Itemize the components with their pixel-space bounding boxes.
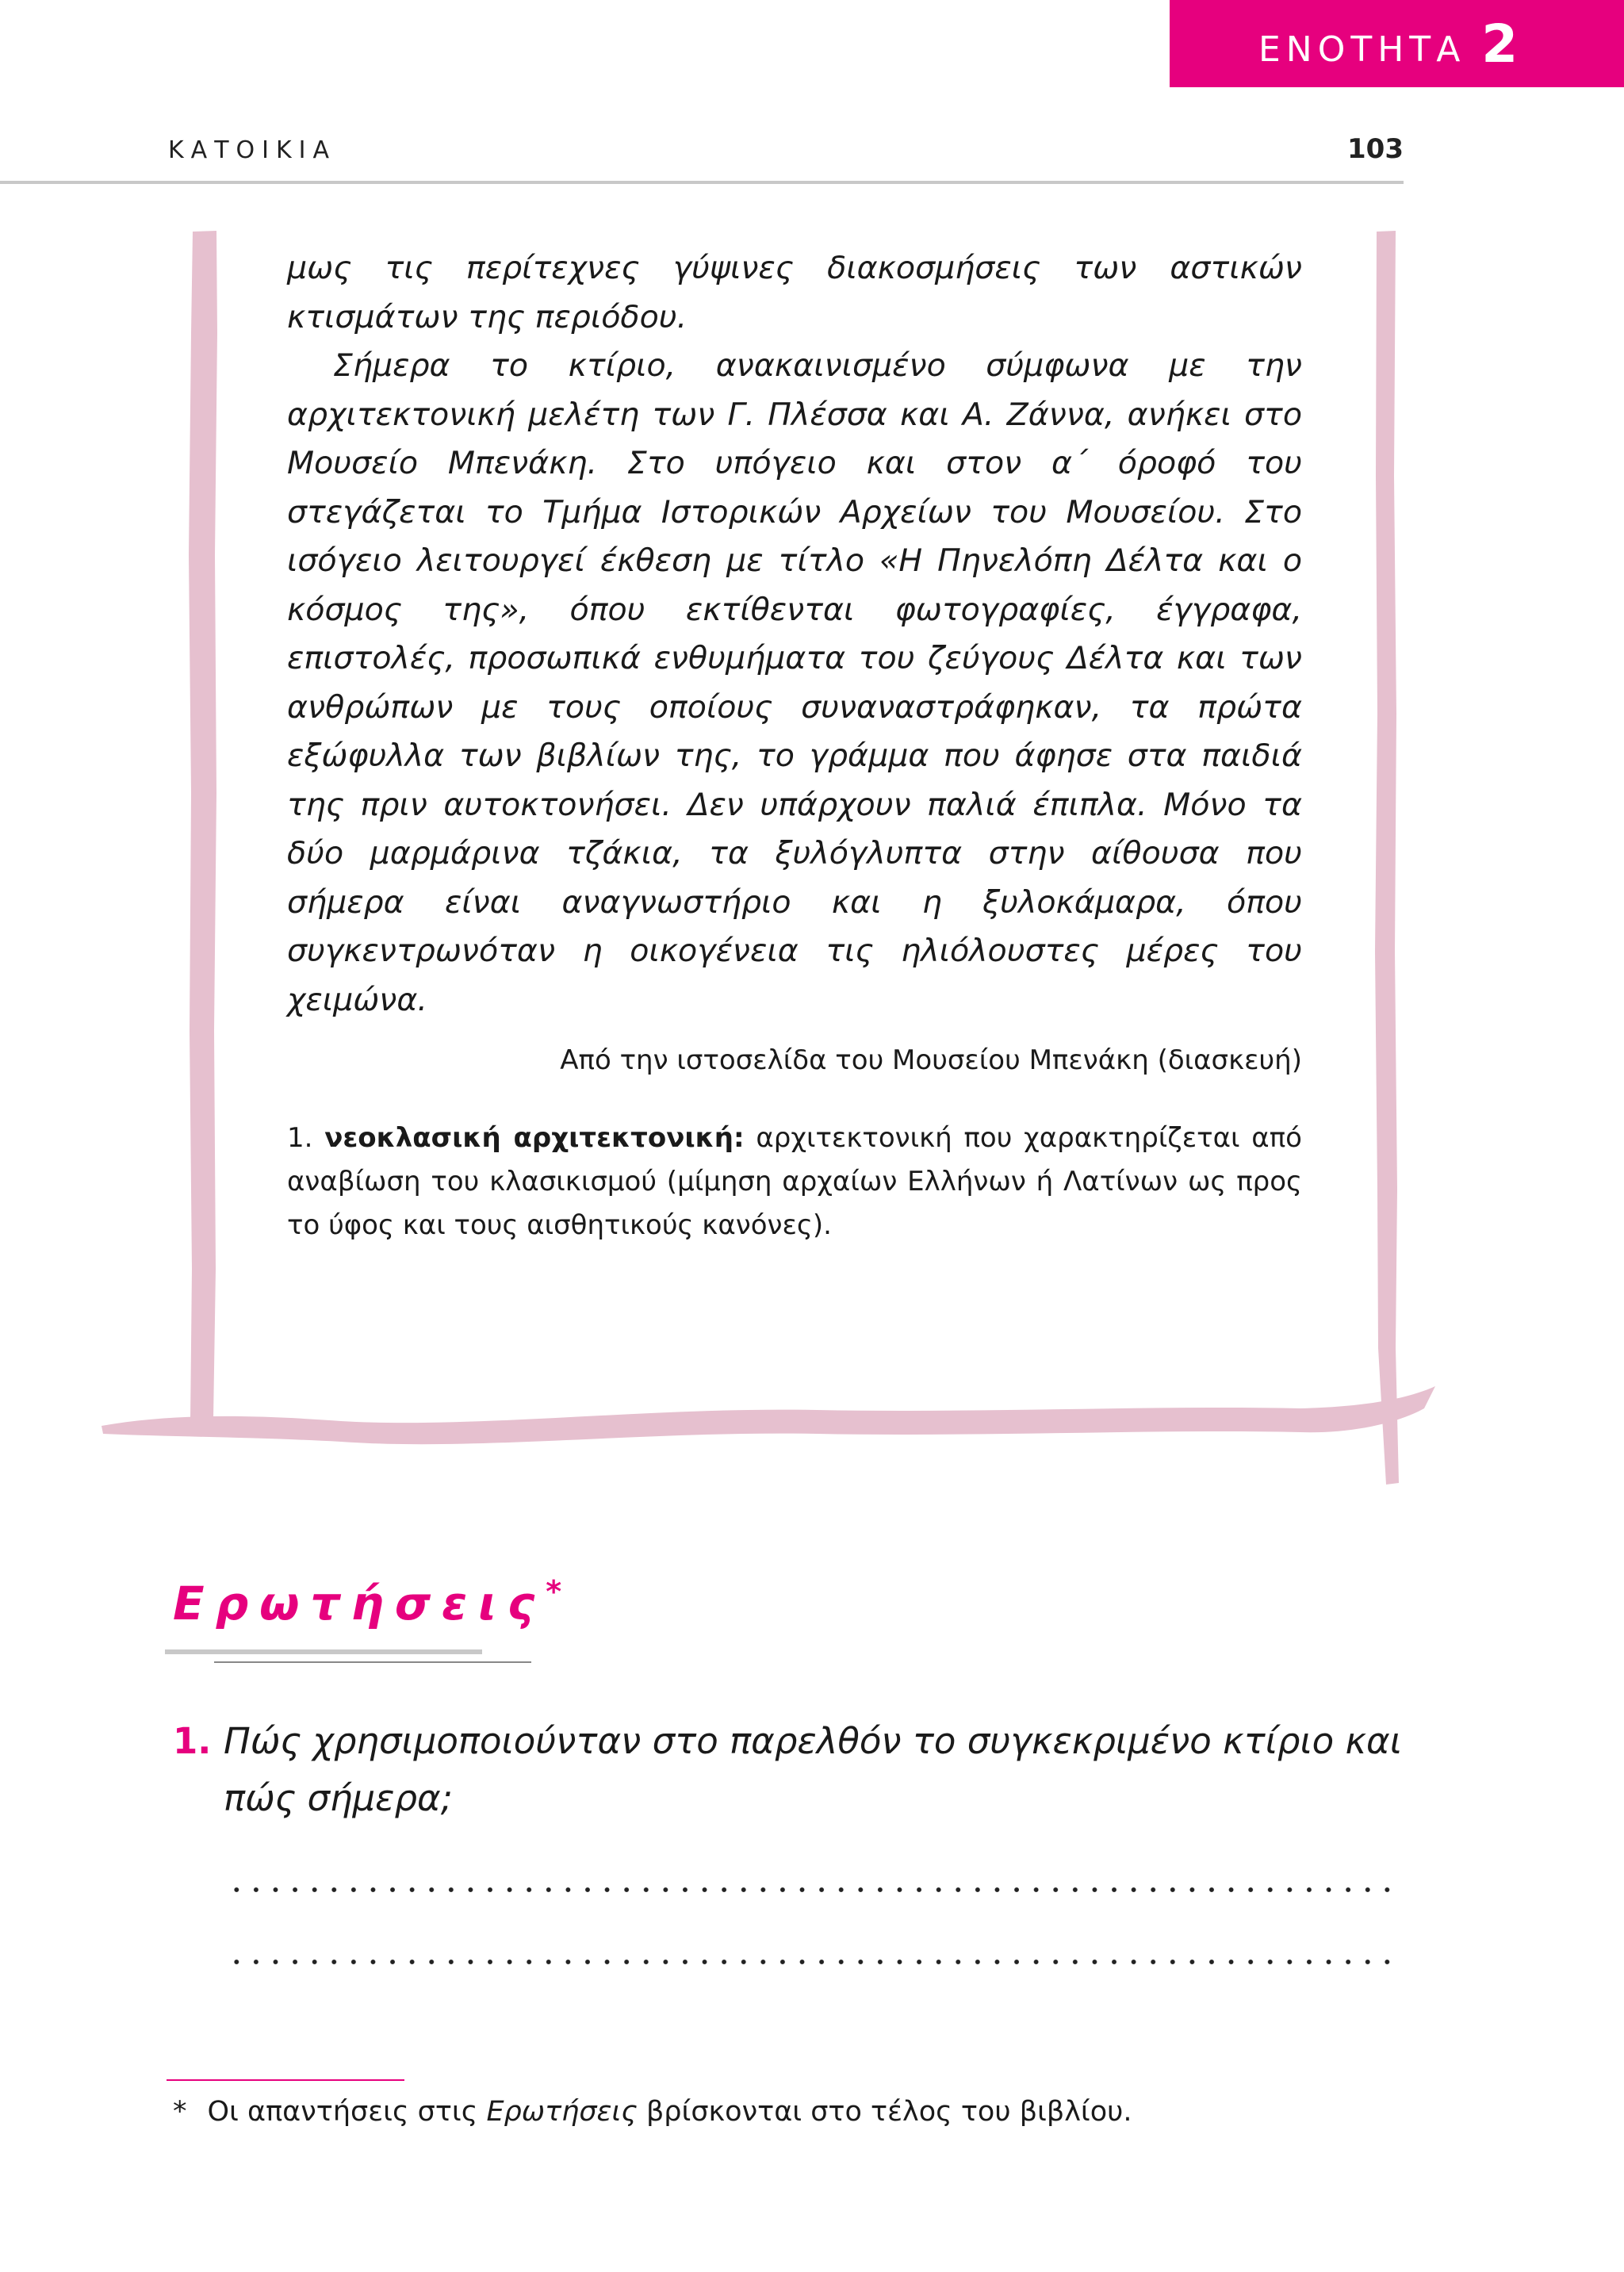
- footnote-rule: [167, 2079, 404, 2081]
- source-citation: Από την ιστοσελίδα του Μουσείου Μπενάκη (διασκευή): [560, 1044, 1302, 1076]
- footnote-definition: αρχιτεκτονική που χαρακτηρίζεται από αναβίωση του κλασικισμού (μίμηση αρχαίων Ελλήνων ή Λατίνων ως προς το ύφος και τους αισθητικούς κανόνες).: [287, 1122, 1302, 1241]
- heading-underline-thin: [214, 1661, 531, 1663]
- footnote-number: 1.: [287, 1122, 313, 1154]
- glossary-footnote: [287, 1117, 1302, 1247]
- answer-line[interactable]: [227, 1959, 1400, 1965]
- questions-heading: [173, 1574, 561, 1630]
- frame-right-stroke: [1375, 231, 1399, 1485]
- footnote-text-italic: Ερωτήσεις: [486, 2096, 638, 2128]
- running-head: ΚΑΤΟΙΚΙΑ: [168, 136, 337, 164]
- excerpt-paragraph: μως τις περίτεχνες γύψινες διακοσμήσεις των αστικών κτισμάτων της περιόδου.: [287, 250, 1302, 335]
- unit-number: 2: [1481, 13, 1519, 75]
- footnote-marker: *: [173, 2096, 187, 2128]
- question-number: 1.: [173, 1720, 212, 1762]
- page-number: 103: [1347, 133, 1404, 165]
- frame-bottom-stroke: [102, 1386, 1435, 1444]
- frame-left-stroke: [189, 231, 217, 1421]
- excerpt-text: [287, 244, 1302, 1247]
- excerpt-paragraph: Σήμερα το κτίριο, ανακαινισμένο σύμφωνα με την αρχιτεκτονική μελέτη των Γ. Πλέσσα και Α. Ζάννα, ανήκει στο Μουσείο Μπενάκη. Στο υπόγειο και στον α΄ όροφό του στεγάζεται το Τμήμα Ιστορικών Αρχείων του Μουσείου. Στο ισόγειο λειτουργεί έκθεση με τίτλο «Η Πηνελόπη Δέλτα και ο κόσμος της», όπου εκτίθενται φωτογραφίες, έγγραφα, επιστολές, προσωπικά ενθυμήματα του ζεύγους Δέλτα και των ανθρώπων με τους οποίους συναναστράφηκαν, τα πρώτα εξώφυλλα των βιβλίων της, το γράμμα που άφησε στα παιδιά της πριν αυτοκτονήσει. Δεν υπάρχουν παλιά έπιπλα. Μόνο τα δύο μαρμάρινα τζάκια, τα ξυλόγλυπτα στην αίθουσα που σήμερα είναι αναγνωστήριο και η ξυλοκάμαρα, όπου συγκεντρωνόταν η οικογένεια τις ηλιόλουστες μέρες του χειμώνα.: [287, 347, 1302, 1018]
- answer-line[interactable]: [227, 1887, 1400, 1893]
- questions-title-mark: *: [546, 1574, 562, 1609]
- footnote-text-before: Οι απαντήσεις στις: [207, 2096, 478, 2128]
- page-footnote: [173, 2092, 1132, 2132]
- questions-title: Ερωτήσεις: [173, 1577, 546, 1630]
- footnote-term: νεοκλασική αρχιτεκτονική:: [324, 1122, 745, 1154]
- heading-underline: [165, 1649, 482, 1654]
- question-item: [173, 1713, 1410, 1827]
- unit-label: ΕΝΟΤΗΤΑ: [1258, 29, 1466, 70]
- footnote-text-after: βρίσκονται στο τέλος του βιβλίου.: [645, 2096, 1132, 2128]
- question-text: Πώς χρησιμοποιούνταν στο παρελθόν το συγκεκριμένο κτίριο και πώς σήμερα;: [224, 1720, 1402, 1819]
